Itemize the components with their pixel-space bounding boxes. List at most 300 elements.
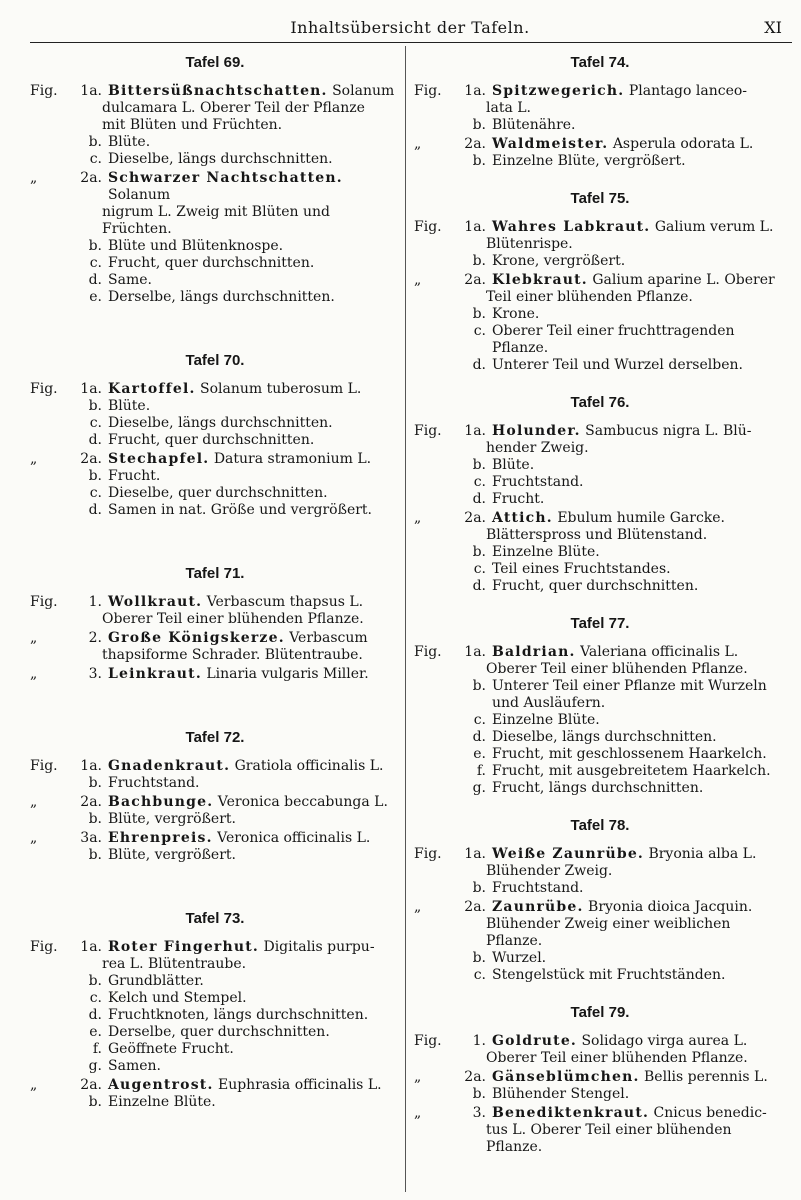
sub-figure-text: Frucht. bbox=[108, 468, 161, 484]
plant-common-name: Benediktenkraut. bbox=[492, 1105, 650, 1121]
fig-number: 1a. bbox=[464, 219, 486, 235]
entry-line: Gratiola officinalis L. bbox=[234, 758, 384, 774]
sub-figure-number: b. bbox=[472, 253, 486, 269]
figure-entry bbox=[414, 219, 786, 270]
entry-first-line bbox=[30, 170, 400, 204]
figure-entry bbox=[414, 83, 786, 134]
figure-entry bbox=[414, 899, 786, 984]
fig-number: 2a. bbox=[464, 272, 486, 288]
figure-entry bbox=[30, 170, 400, 306]
sub-figure-number: c. bbox=[89, 415, 102, 431]
sub-figure bbox=[30, 151, 400, 168]
sub-figure-number: d. bbox=[88, 432, 102, 448]
sub-figure-text: Geöffnete Frucht. bbox=[108, 1041, 234, 1057]
sub-figure-number: c. bbox=[473, 561, 486, 577]
figure-entry bbox=[30, 666, 400, 683]
sub-figure bbox=[30, 255, 400, 272]
entry-first-line bbox=[30, 794, 400, 811]
sub-figure bbox=[30, 973, 400, 990]
entry-first-line bbox=[30, 1077, 400, 1094]
entry-first-line bbox=[30, 830, 400, 847]
entry-text bbox=[108, 170, 400, 204]
tafel-section bbox=[30, 565, 400, 683]
sub-figure bbox=[30, 134, 400, 151]
figure-entry bbox=[30, 758, 400, 792]
sub-figure-text: Same. bbox=[108, 272, 152, 288]
entry-text bbox=[492, 136, 786, 153]
tafel-section bbox=[30, 54, 400, 306]
sub-figure bbox=[414, 729, 786, 746]
entry-text bbox=[492, 1033, 786, 1050]
sub-figure-text: Fruchtstand. bbox=[492, 474, 584, 490]
plant-common-name: Zaunrübe. bbox=[492, 899, 584, 915]
entry-line: Linaria vulgaris Miller. bbox=[206, 666, 369, 682]
entry-line: Veronica officinalis L. bbox=[217, 830, 371, 846]
sub-figure-number: c. bbox=[473, 323, 486, 339]
sub-figure-number: e. bbox=[89, 1024, 102, 1040]
sub-figure bbox=[414, 695, 786, 712]
figure-entry bbox=[414, 136, 786, 170]
fig-number: 2a. bbox=[80, 1077, 102, 1093]
tafel-section bbox=[414, 54, 786, 170]
entry-continuation: Oberer Teil einer blühenden Pflanze. bbox=[486, 1050, 748, 1066]
fig-prefix: Fig. bbox=[414, 83, 442, 99]
plant-common-name: Attich. bbox=[492, 510, 553, 526]
sub-figure-number: b. bbox=[472, 457, 486, 473]
entry-line: Verbascum thapsus L. bbox=[206, 594, 364, 610]
tafel-section bbox=[414, 1004, 786, 1156]
sub-figure-number: b. bbox=[472, 678, 486, 694]
fig-number: 2a. bbox=[464, 899, 486, 915]
entry-first-line bbox=[30, 758, 400, 775]
fig-prefix: Fig. bbox=[414, 219, 442, 235]
fig-number: 1a. bbox=[80, 83, 102, 99]
sub-figure-number: d. bbox=[472, 357, 486, 373]
tafel-title: Tafel 72. bbox=[185, 729, 245, 746]
sub-figure bbox=[414, 306, 786, 323]
sub-figure-number: b. bbox=[472, 153, 486, 169]
fig-prefix: Fig. bbox=[414, 846, 442, 862]
sub-figure-text: Krone. bbox=[492, 306, 540, 322]
sub-figure-text: Samen in nat. Größe und vergrößert. bbox=[108, 502, 373, 518]
sub-figure-number: b. bbox=[88, 468, 102, 484]
entry-text bbox=[492, 644, 786, 661]
sub-figure-text: Grundblätter. bbox=[108, 973, 204, 989]
sub-figure bbox=[30, 272, 400, 289]
entry-first-line bbox=[30, 666, 400, 683]
sub-figure-text: Samen. bbox=[108, 1058, 161, 1074]
fig-prefix: „ bbox=[30, 630, 38, 646]
entry-continuation: Oberer Teil einer blühenden Pflanze. bbox=[102, 611, 364, 627]
tafel-title: Tafel 71. bbox=[185, 565, 245, 582]
entry-first-line bbox=[414, 83, 786, 100]
fig-number: 1a. bbox=[464, 423, 486, 439]
entry-continuation: dulcamara L. Oberer Teil der Pflanze bbox=[102, 100, 365, 116]
sub-figure-number: b. bbox=[88, 1094, 102, 1110]
fig-prefix: Fig. bbox=[30, 594, 58, 610]
entry-continuation: Teil einer blühenden Pflanze. bbox=[486, 289, 693, 305]
fig-prefix: „ bbox=[30, 1077, 38, 1093]
entry-first-line bbox=[30, 451, 400, 468]
entry-line: Solanum tuberosum L. bbox=[200, 381, 362, 397]
entry-text bbox=[108, 939, 400, 956]
sub-figure-text: Dieselbe, längs durchschnitten. bbox=[492, 729, 717, 745]
fig-number: 2a. bbox=[80, 794, 102, 810]
fig-prefix: „ bbox=[414, 1069, 422, 1085]
entry-text bbox=[108, 630, 400, 647]
sub-figure-number: b. bbox=[88, 811, 102, 827]
sub-figure bbox=[414, 457, 786, 474]
sub-figure bbox=[414, 153, 786, 170]
entry-first-line bbox=[414, 136, 786, 153]
fig-prefix: „ bbox=[414, 510, 422, 526]
sub-figure-text: Teil eines Fruchtstandes. bbox=[492, 561, 671, 577]
entry-first-line bbox=[414, 1033, 786, 1050]
entry-text bbox=[108, 1077, 400, 1094]
fig-prefix: „ bbox=[30, 170, 38, 186]
entry-continuation: lata L. bbox=[486, 100, 531, 116]
sub-figure-text: Einzelne Blüte. bbox=[492, 712, 600, 728]
tafel-title: Tafel 69. bbox=[185, 54, 245, 71]
figure-entry bbox=[30, 594, 400, 628]
sub-figure-number: f. bbox=[92, 1041, 102, 1057]
sub-figure-number: d. bbox=[88, 272, 102, 288]
figure-entry bbox=[414, 1105, 786, 1156]
fig-number: 2a. bbox=[464, 136, 486, 152]
plant-common-name: Bachbunge. bbox=[108, 794, 214, 810]
sub-figure-number: c. bbox=[473, 967, 486, 983]
tafel-title: Tafel 73. bbox=[185, 910, 245, 927]
entry-text bbox=[108, 594, 400, 611]
plant-common-name: Weiße Zaunrübe. bbox=[492, 846, 644, 862]
figure-entry bbox=[30, 830, 400, 864]
fig-prefix: Fig. bbox=[414, 423, 442, 439]
entry-continuation: thapsiforme Schrader. Blütentraube. bbox=[102, 647, 363, 663]
sub-figure bbox=[414, 780, 786, 797]
fig-prefix: „ bbox=[30, 666, 38, 682]
sub-figure-text: Derselbe, längs durchschnitten. bbox=[108, 289, 335, 305]
plant-common-name: Augentrost. bbox=[108, 1077, 214, 1093]
figure-entry bbox=[30, 83, 400, 168]
fig-number: 3. bbox=[472, 1105, 486, 1121]
sub-figure-number: c. bbox=[89, 485, 102, 501]
sub-figure-number: d. bbox=[472, 578, 486, 594]
fig-prefix: Fig. bbox=[414, 644, 442, 660]
fig-prefix: „ bbox=[414, 1105, 422, 1121]
entry-line: Cnicus benedic- bbox=[653, 1105, 767, 1121]
sub-figure-text: Fruchtstand. bbox=[492, 880, 584, 896]
left-column bbox=[30, 44, 400, 1157]
sub-figure bbox=[30, 432, 400, 449]
sub-figure-number: b. bbox=[472, 950, 486, 966]
sub-figure-text: Frucht. bbox=[492, 491, 545, 507]
sub-figure-number: b. bbox=[472, 544, 486, 560]
entry-text bbox=[492, 510, 786, 527]
sub-figure-text: Einzelne Blüte. bbox=[108, 1094, 216, 1110]
entry-line: Ebulum humile Garcke. bbox=[557, 510, 726, 526]
sub-figure-text: Unterer Teil einer Pflanze mit Wurzeln bbox=[492, 678, 767, 694]
entry-continuation: mit Blüten und Früchten. bbox=[102, 117, 283, 133]
plant-common-name: Waldmeister. bbox=[492, 136, 609, 152]
plant-common-name: Gänseblümchen. bbox=[492, 1069, 640, 1085]
entry-line: Datura stramonium L. bbox=[213, 451, 372, 467]
sub-figure-text: Frucht, quer durchschnitten. bbox=[108, 255, 315, 271]
sub-figure-number: b. bbox=[472, 117, 486, 133]
tafel-title: Tafel 76. bbox=[570, 394, 630, 411]
sub-figure-text: Blütenähre. bbox=[492, 117, 576, 133]
figure-entry bbox=[414, 1069, 786, 1103]
sub-figure-number: g. bbox=[472, 780, 486, 796]
entry-first-line bbox=[414, 846, 786, 863]
figure-entry bbox=[30, 451, 400, 519]
sub-figure-text: Frucht, quer durchschnitten. bbox=[492, 578, 699, 594]
entry-continuation: Oberer Teil einer blühenden Pflanze. bbox=[486, 661, 748, 677]
figure-entry bbox=[414, 423, 786, 508]
figure-entry bbox=[30, 1077, 400, 1111]
sub-figure-text: Fruchtstand. bbox=[108, 775, 200, 791]
entry-continuation: Blühender Zweig einer weiblichen Pflanze. bbox=[486, 916, 731, 949]
sub-figure-number: d. bbox=[88, 1007, 102, 1023]
entry-line: Solanum bbox=[108, 187, 171, 203]
tafel-section bbox=[414, 817, 786, 984]
sub-figure bbox=[30, 238, 400, 255]
sub-figure bbox=[414, 578, 786, 595]
fig-number: 2. bbox=[88, 630, 102, 646]
entry-text bbox=[492, 1069, 786, 1086]
sub-figure-number bbox=[414, 695, 492, 712]
sub-figure bbox=[414, 491, 786, 508]
plant-common-name: Bittersüßnachtschatten. bbox=[108, 83, 328, 99]
figure-entry bbox=[30, 794, 400, 828]
entry-first-line bbox=[414, 219, 786, 236]
fig-number: 1. bbox=[88, 594, 102, 610]
entry-line: Verbascum bbox=[289, 630, 368, 646]
page-header bbox=[30, 14, 790, 42]
sub-figure bbox=[30, 775, 400, 792]
sub-figure bbox=[414, 474, 786, 491]
entry-text bbox=[492, 1105, 786, 1122]
entry-first-line bbox=[30, 381, 400, 398]
sub-figure-text: Blüte, vergrößert. bbox=[108, 847, 236, 863]
sub-figure bbox=[414, 544, 786, 561]
entry-line: Galium verum L. bbox=[654, 219, 774, 235]
entry-text bbox=[108, 381, 400, 398]
fig-prefix: „ bbox=[414, 136, 422, 152]
sub-figure bbox=[414, 561, 786, 578]
figure-entry bbox=[414, 1033, 786, 1067]
sub-figure bbox=[414, 323, 786, 357]
fig-number: 1a. bbox=[464, 846, 486, 862]
fig-number: 2a. bbox=[464, 510, 486, 526]
sub-figure bbox=[30, 485, 400, 502]
entry-line: Asperula odorata L. bbox=[612, 136, 754, 152]
entry-continuation: nigrum L. Zweig mit Blüten und bbox=[102, 204, 330, 220]
tafel-section bbox=[414, 394, 786, 595]
sub-figure bbox=[30, 1024, 400, 1041]
fig-number: 1. bbox=[472, 1033, 486, 1049]
column-divider bbox=[405, 46, 406, 1192]
entry-line: Solidago virga aurea L. bbox=[581, 1033, 748, 1049]
sub-figure bbox=[30, 289, 400, 306]
fig-number: 2a. bbox=[80, 170, 102, 186]
fig-prefix: Fig. bbox=[30, 381, 58, 397]
sub-figure-number: g. bbox=[88, 1058, 102, 1074]
entry-text bbox=[108, 794, 400, 811]
plant-common-name: Schwarzer Nachtschatten. bbox=[108, 170, 343, 186]
sub-figure-number: b. bbox=[88, 847, 102, 863]
figure-entry bbox=[414, 846, 786, 897]
fig-number: 1a. bbox=[80, 758, 102, 774]
tafel-section bbox=[30, 352, 400, 519]
entry-continuation: hender Zweig. bbox=[486, 440, 589, 456]
entry-text bbox=[492, 219, 786, 236]
tafel-title: Tafel 77. bbox=[570, 615, 630, 632]
sub-figure-text: Krone, vergrößert. bbox=[492, 253, 626, 269]
fig-prefix: „ bbox=[30, 794, 38, 810]
sub-figure-number: f. bbox=[476, 763, 486, 779]
fig-prefix: „ bbox=[30, 830, 38, 846]
plant-common-name: Wahres Labkraut. bbox=[492, 219, 651, 235]
sub-figure-text: und Ausläufern. bbox=[492, 695, 606, 711]
sub-figure-text: Einzelne Blüte. bbox=[492, 544, 600, 560]
plant-common-name: Große Königskerze. bbox=[108, 630, 285, 646]
sub-figure-text: Blühender Stengel. bbox=[492, 1086, 630, 1102]
sub-figure-text: Frucht, längs durchschnitten. bbox=[492, 780, 704, 796]
tafel-title: Tafel 75. bbox=[570, 190, 630, 207]
entry-line: Bellis perennis L. bbox=[644, 1069, 768, 1085]
entry-text bbox=[492, 423, 786, 440]
plant-common-name: Ehrenpreis. bbox=[108, 830, 213, 846]
entry-first-line bbox=[30, 939, 400, 956]
sub-figure-number: b. bbox=[472, 306, 486, 322]
sub-figure bbox=[414, 117, 786, 134]
entry-line: Bryonia dioica Jacquin. bbox=[588, 899, 753, 915]
plant-common-name: Roter Fingerhut. bbox=[108, 939, 260, 955]
sub-figure-text: Einzelne Blüte, vergrößert. bbox=[492, 153, 686, 169]
page-title: Inhaltsübersicht der Tafeln. bbox=[290, 18, 530, 37]
tafel-section bbox=[30, 910, 400, 1111]
sub-figure-text: Fruchtknoten, längs durchschnitten. bbox=[108, 1007, 369, 1023]
sub-figure bbox=[30, 847, 400, 864]
page-number: XI bbox=[764, 18, 782, 37]
sub-figure-text: Blüte. bbox=[492, 457, 535, 473]
plant-common-name: Gnadenkraut. bbox=[108, 758, 231, 774]
fig-prefix: „ bbox=[414, 272, 422, 288]
entry-text bbox=[108, 666, 400, 683]
entry-first-line bbox=[30, 594, 400, 611]
sub-figure bbox=[414, 678, 786, 695]
sub-figure-number: d. bbox=[472, 729, 486, 745]
sub-figure bbox=[30, 1058, 400, 1075]
fig-number: 3a. bbox=[80, 830, 102, 846]
sub-figure bbox=[414, 950, 786, 967]
sub-figure bbox=[414, 746, 786, 763]
fig-prefix: Fig. bbox=[30, 758, 58, 774]
figure-entry bbox=[30, 630, 400, 664]
sub-figure-text: Frucht, quer durchschnitten. bbox=[108, 432, 315, 448]
tafel-section bbox=[30, 729, 400, 864]
sub-figure-text: Unterer Teil und Wurzel derselben. bbox=[492, 357, 743, 373]
sub-figure-text: Frucht, mit ausgebreitetem Haarkelch. bbox=[492, 763, 771, 779]
sub-figure-text: Blüte. bbox=[108, 398, 151, 414]
tafel-title: Tafel 79. bbox=[570, 1004, 630, 1021]
fig-number: 1a. bbox=[80, 939, 102, 955]
sub-figure-text: Stengelstück mit Fruchtständen. bbox=[492, 967, 726, 983]
fig-number: 1a. bbox=[464, 644, 486, 660]
tafel-title: Tafel 70. bbox=[185, 352, 245, 369]
sub-figure bbox=[30, 468, 400, 485]
sub-figure-text: Wurzel. bbox=[492, 950, 547, 966]
sub-figure-text: Blüte. bbox=[108, 134, 151, 150]
sub-figure bbox=[414, 1086, 786, 1103]
figure-entry bbox=[414, 272, 786, 374]
entry-first-line bbox=[30, 83, 400, 100]
sub-figure-text: Frucht, mit geschlossenem Haarkelch. bbox=[492, 746, 767, 762]
sub-figure bbox=[30, 398, 400, 415]
entry-line: Euphrasia officinalis L. bbox=[217, 1077, 382, 1093]
sub-figure-text: Blüte, vergrößert. bbox=[108, 811, 236, 827]
sub-figure-text: Blüte und Blütenknospe. bbox=[108, 238, 284, 254]
entry-first-line bbox=[414, 423, 786, 440]
sub-figure bbox=[30, 1094, 400, 1111]
sub-figure-text: Dieselbe, längs durchschnitten. bbox=[108, 415, 333, 431]
entry-first-line bbox=[414, 644, 786, 661]
sub-figure-number: b. bbox=[88, 398, 102, 414]
entry-continuation: rea L. Blütentraube. bbox=[102, 956, 247, 972]
fig-number: 1a. bbox=[464, 83, 486, 99]
entry-text bbox=[492, 846, 786, 863]
entry-line: Plantago lanceo- bbox=[628, 83, 748, 99]
sub-figure-number: b. bbox=[88, 973, 102, 989]
sub-figure-text: Oberer Teil einer fruchttragenden Pflanze. bbox=[492, 323, 735, 356]
sub-figure bbox=[30, 990, 400, 1007]
right-column bbox=[414, 44, 786, 1176]
figure-entry bbox=[30, 381, 400, 449]
entry-continuation: Blühender Zweig. bbox=[486, 863, 613, 879]
figure-entry bbox=[414, 510, 786, 595]
sub-figure bbox=[30, 1041, 400, 1058]
plant-common-name: Kartoffel. bbox=[108, 381, 196, 397]
entry-line: Solanum bbox=[332, 83, 395, 99]
fig-prefix: Fig. bbox=[414, 1033, 442, 1049]
plant-common-name: Wollkraut. bbox=[108, 594, 203, 610]
figure-entry bbox=[414, 644, 786, 797]
tafel-title: Tafel 74. bbox=[570, 54, 630, 71]
entry-line: Galium aparine L. Oberer bbox=[592, 272, 775, 288]
fig-prefix: Fig. bbox=[30, 939, 58, 955]
sub-figure bbox=[30, 502, 400, 519]
sub-figure-number: c. bbox=[89, 990, 102, 1006]
sub-figure bbox=[30, 811, 400, 828]
fig-number: 1a. bbox=[80, 381, 102, 397]
entry-text bbox=[108, 758, 400, 775]
entry-text bbox=[492, 83, 786, 100]
entry-line: Bryonia alba L. bbox=[648, 846, 757, 862]
entry-first-line bbox=[30, 630, 400, 647]
entry-continuation: Früchten. bbox=[102, 221, 172, 237]
sub-figure-number: b. bbox=[472, 880, 486, 896]
tafel-section bbox=[414, 190, 786, 374]
entry-continuation: Blätterspross und Blütenstand. bbox=[486, 527, 708, 543]
plant-common-name: Klebkraut. bbox=[492, 272, 588, 288]
entry-text bbox=[492, 899, 786, 916]
sub-figure bbox=[414, 880, 786, 897]
plant-common-name: Stechapfel. bbox=[108, 451, 210, 467]
fig-number: 3. bbox=[88, 666, 102, 682]
entry-text bbox=[108, 83, 400, 100]
sub-figure bbox=[414, 357, 786, 374]
sub-figure bbox=[30, 415, 400, 432]
